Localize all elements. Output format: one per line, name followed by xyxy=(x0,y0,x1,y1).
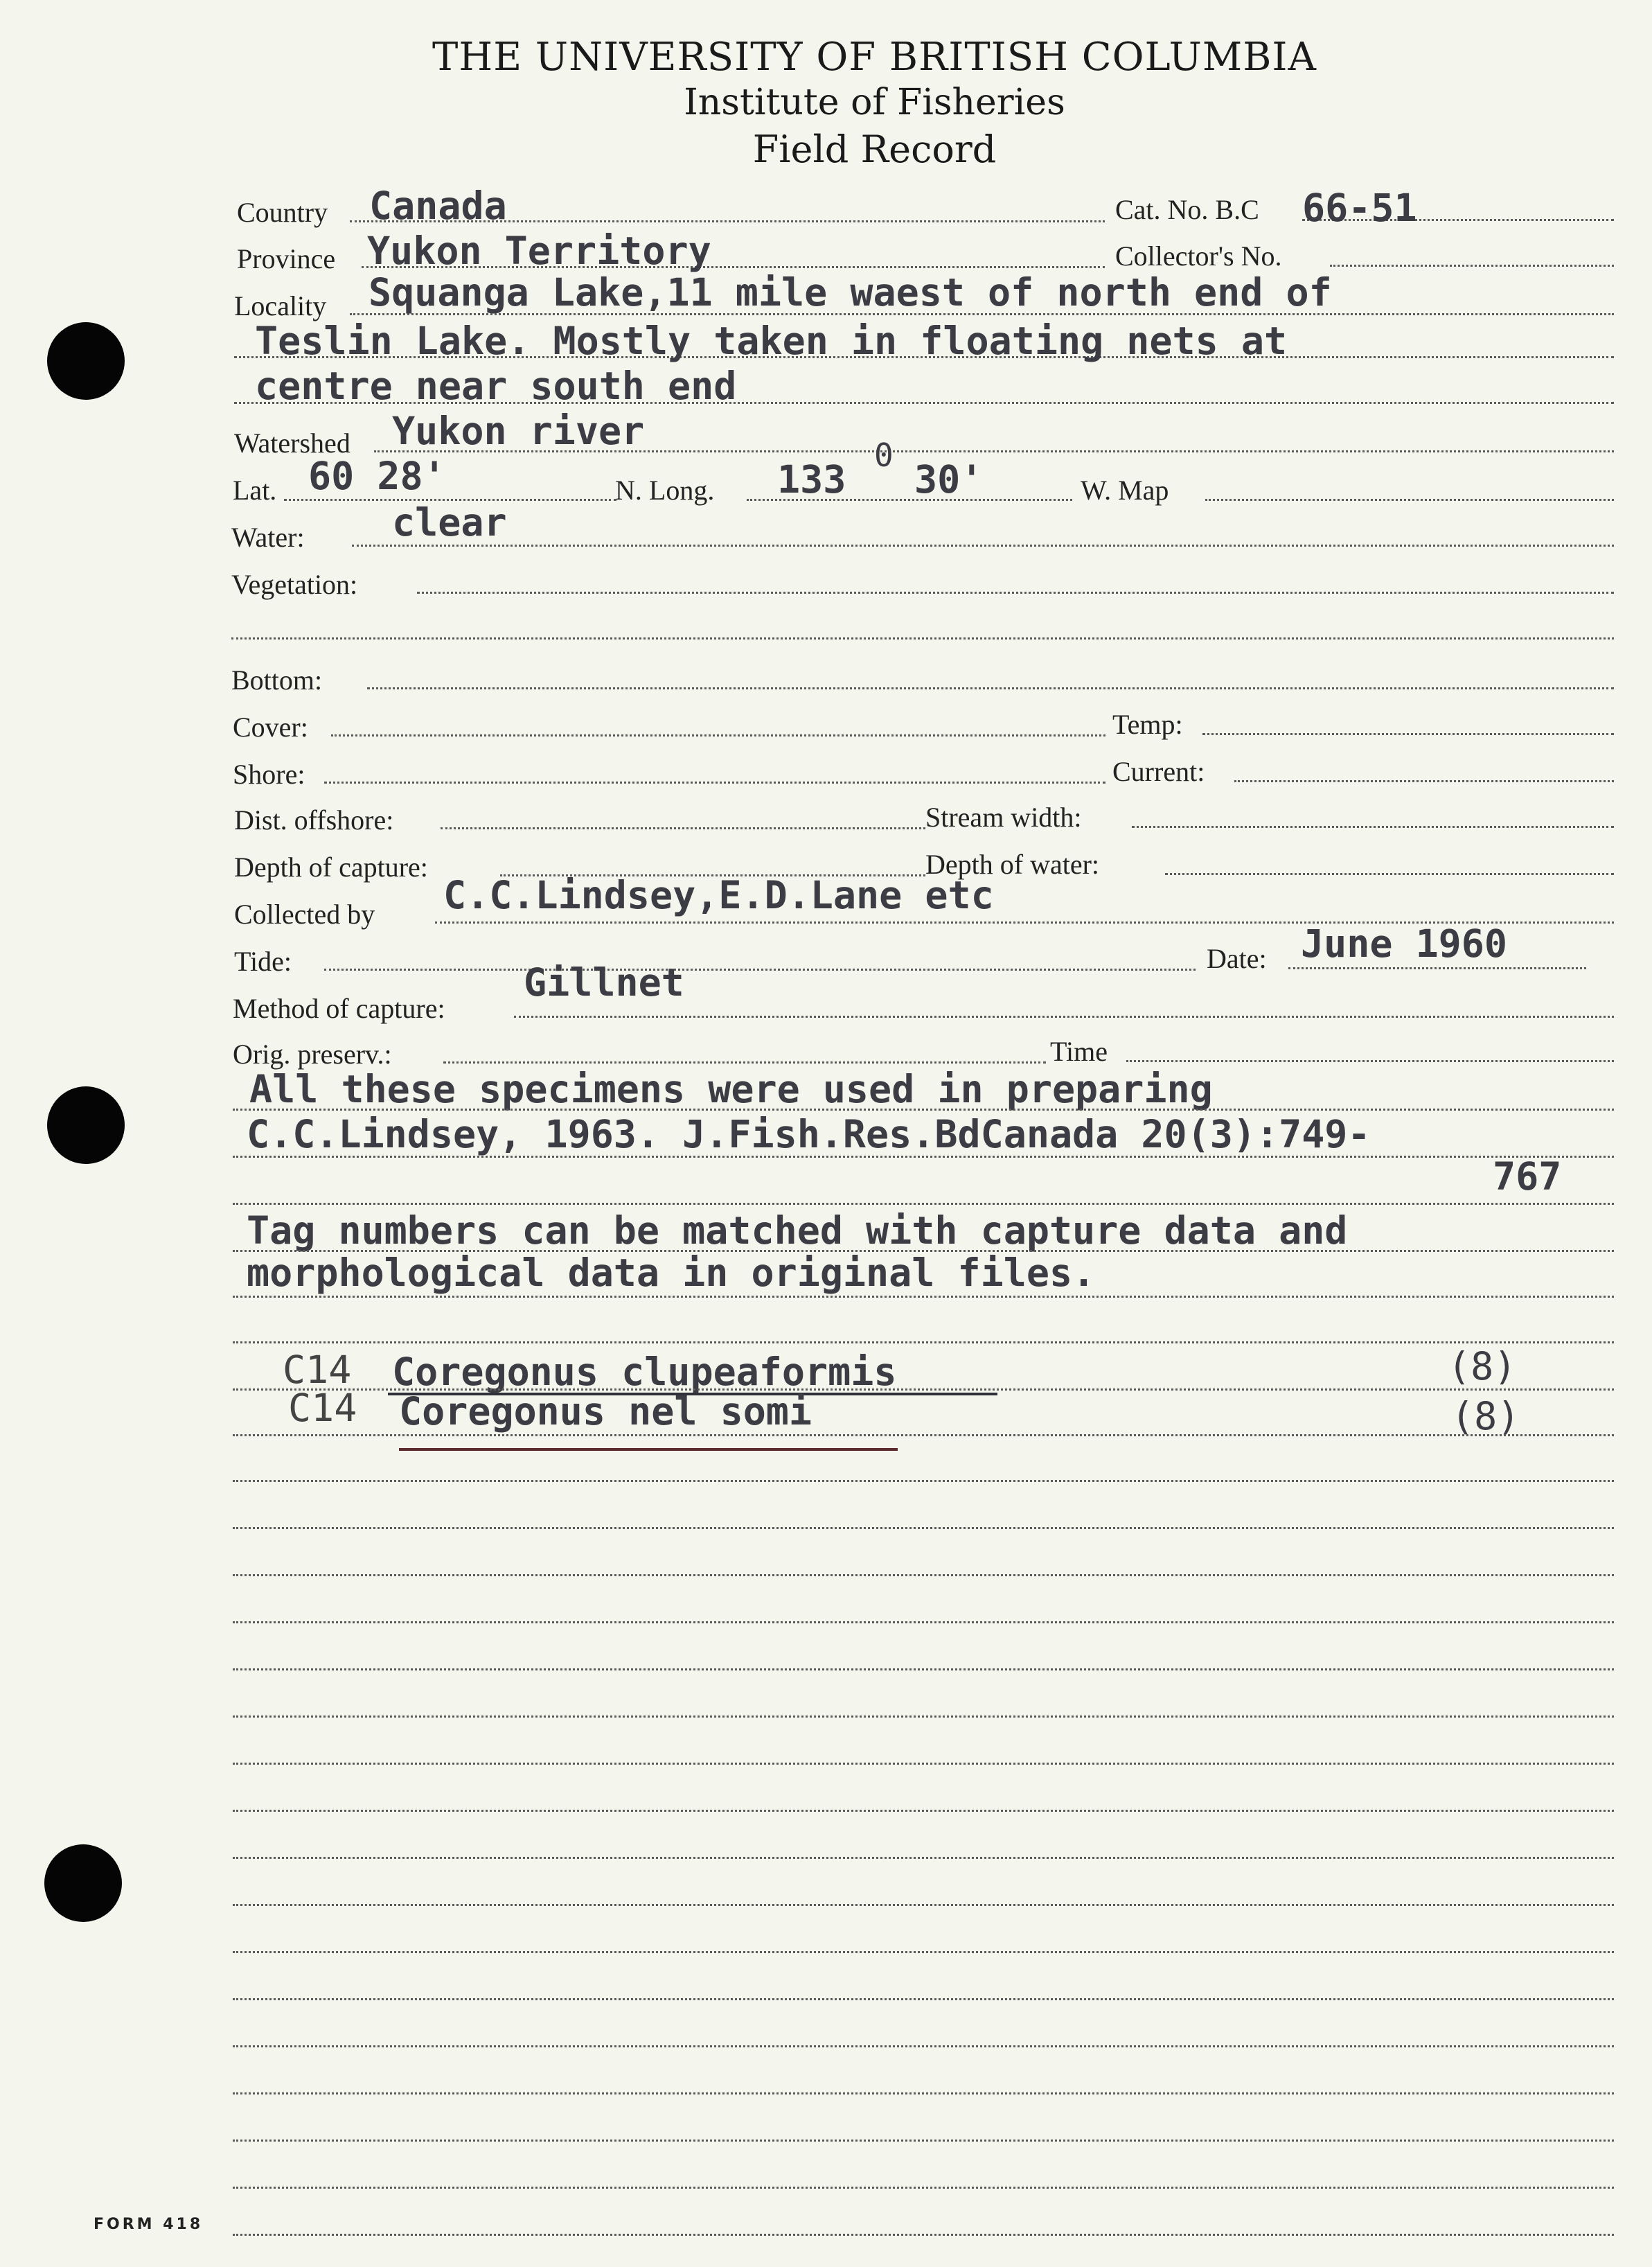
date-line xyxy=(1288,967,1586,969)
blank-rule xyxy=(233,1951,1614,1953)
blank-rule xyxy=(233,1810,1614,1812)
shore-label: Shore: xyxy=(233,759,305,790)
vegetation-line xyxy=(417,592,1614,594)
specimen-count: (8) xyxy=(1451,1394,1520,1438)
institute-title: Institute of Fisheries xyxy=(684,82,1065,123)
orig-preserv-label: Orig. preserv.: xyxy=(233,1039,392,1070)
notes-line-4: Tag numbers can be matched with capture data and xyxy=(247,1208,1348,1253)
vegetation-label: Vegetation: xyxy=(231,569,358,600)
collector-no-line xyxy=(1330,265,1614,267)
blank-rule xyxy=(233,2092,1614,2094)
binder-hole-top xyxy=(47,322,125,400)
current-label: Current: xyxy=(1112,756,1205,787)
date-label: Date: xyxy=(1207,943,1267,974)
specimen-name: Coregonus nel somi xyxy=(399,1389,812,1434)
orig-preserv-line xyxy=(443,1061,1046,1064)
vegetation-line-2 xyxy=(231,637,1614,639)
tide-label: Tide: xyxy=(234,946,292,977)
stream-width-line xyxy=(1132,826,1614,828)
bottom-line xyxy=(367,687,1614,689)
temp-label: Temp: xyxy=(1112,709,1183,740)
notes-line-1: All these specimens were used in preparing xyxy=(249,1067,1213,1111)
university-title: THE UNIVERSITY OF BRITISH COLUMBIA xyxy=(432,35,1317,80)
notes-rule-3 xyxy=(233,1203,1614,1205)
n-long-label: N. Long. xyxy=(615,475,715,506)
notes-line-5: morphological data in original files. xyxy=(247,1251,1096,1295)
notes-rule-6 xyxy=(233,1341,1614,1343)
binder-hole-middle xyxy=(47,1086,125,1164)
water-value: clear xyxy=(392,500,507,545)
blank-rule xyxy=(233,1715,1614,1718)
country-label: Country xyxy=(237,197,328,228)
collected-by-label: Collected by xyxy=(234,899,375,930)
blank-rule xyxy=(233,1763,1614,1765)
current-line xyxy=(1234,780,1614,782)
lat-label: Lat. xyxy=(233,475,277,506)
blank-rule xyxy=(233,1998,1614,2000)
locality-label: Locality xyxy=(234,290,327,321)
cat-no-label: Cat. No. B.C xyxy=(1115,194,1259,225)
method-value: Gillnet xyxy=(524,960,684,1005)
blank-rule xyxy=(233,1527,1614,1529)
tide-line xyxy=(324,969,1196,971)
specimen-code: C14 xyxy=(283,1348,352,1392)
locality-value-2: Teslin Lake. Mostly taken in floating nets at xyxy=(255,319,1288,363)
blank-rule xyxy=(233,2045,1614,2047)
binder-hole-bottom xyxy=(44,1844,122,1922)
blank-rule xyxy=(233,1668,1614,1670)
long-value: 133 xyxy=(777,457,846,502)
w-map-label: W. Map xyxy=(1081,475,1169,506)
notes-rule-1 xyxy=(233,1109,1614,1111)
blank-rule xyxy=(233,1621,1614,1623)
map-line xyxy=(1205,499,1614,501)
bottom-label: Bottom: xyxy=(231,664,323,696)
province-label: Province xyxy=(237,243,336,274)
notes-line-3: 767 xyxy=(1493,1154,1562,1199)
locality-value-3: centre near south end xyxy=(255,364,737,408)
time-line xyxy=(1126,1060,1614,1062)
water-label: Water: xyxy=(231,522,305,553)
watershed-value: Yukon river xyxy=(392,409,645,453)
method-label: Method of capture: xyxy=(233,993,445,1024)
specimen-name: Coregonus clupeaformis xyxy=(392,1350,897,1394)
cover-line xyxy=(331,734,1105,736)
depth-water-label: Depth of water: xyxy=(925,849,1100,880)
notes-line-2: C.C.Lindsey, 1963. J.Fish.Res.BdCanada 20(3):749- xyxy=(247,1112,1371,1156)
date-value: June 1960 xyxy=(1301,921,1508,966)
lat-value: 60 28' xyxy=(308,454,446,498)
notes-rule-2 xyxy=(233,1156,1614,1158)
specimen-rule-2 xyxy=(233,1434,1614,1436)
specimen-count: (8) xyxy=(1448,1344,1517,1388)
dist-offshore-line xyxy=(441,827,925,829)
blank-rule xyxy=(233,2187,1614,2189)
specimen-code: C14 xyxy=(288,1386,357,1430)
blank-rule xyxy=(233,1480,1614,1482)
collector-no-label: Collector's No. xyxy=(1115,240,1282,272)
time-label: Time xyxy=(1050,1036,1108,1067)
record-title: Field Record xyxy=(752,127,997,171)
locality-value-1: Squanga Lake,11 mile waest of north end of xyxy=(368,270,1332,315)
collected-by-value: C.C.Lindsey,E.D.Lane etc xyxy=(443,873,994,917)
shore-line xyxy=(324,782,1105,784)
stream-width-label: Stream width: xyxy=(925,802,1082,833)
watershed-label: Watershed xyxy=(234,427,350,459)
cat-no-value: 66-51 xyxy=(1302,186,1417,230)
province-value: Yukon Territory xyxy=(367,229,711,273)
depth-capture-label: Depth of capture: xyxy=(234,852,428,883)
long-minutes: 30' xyxy=(914,457,984,502)
blank-rule xyxy=(233,2234,1614,2236)
dist-offshore-label: Dist. offshore: xyxy=(234,804,394,836)
water-line xyxy=(352,545,1614,547)
cover-label: Cover: xyxy=(233,712,308,743)
method-line xyxy=(514,1016,1614,1018)
blank-rule xyxy=(233,2140,1614,2142)
form-number: FORM 418 xyxy=(94,2216,204,2233)
long-degree-mark: 0 xyxy=(874,436,894,474)
blank-rule xyxy=(233,1857,1614,1859)
notes-rule-5 xyxy=(233,1296,1614,1298)
temp-line xyxy=(1202,733,1614,735)
specimen-underline-2 xyxy=(399,1448,898,1451)
depth-water-line xyxy=(1165,873,1614,875)
blank-rule xyxy=(233,1574,1614,1576)
blank-rule xyxy=(233,1904,1614,1906)
country-value: Canada xyxy=(369,184,507,228)
